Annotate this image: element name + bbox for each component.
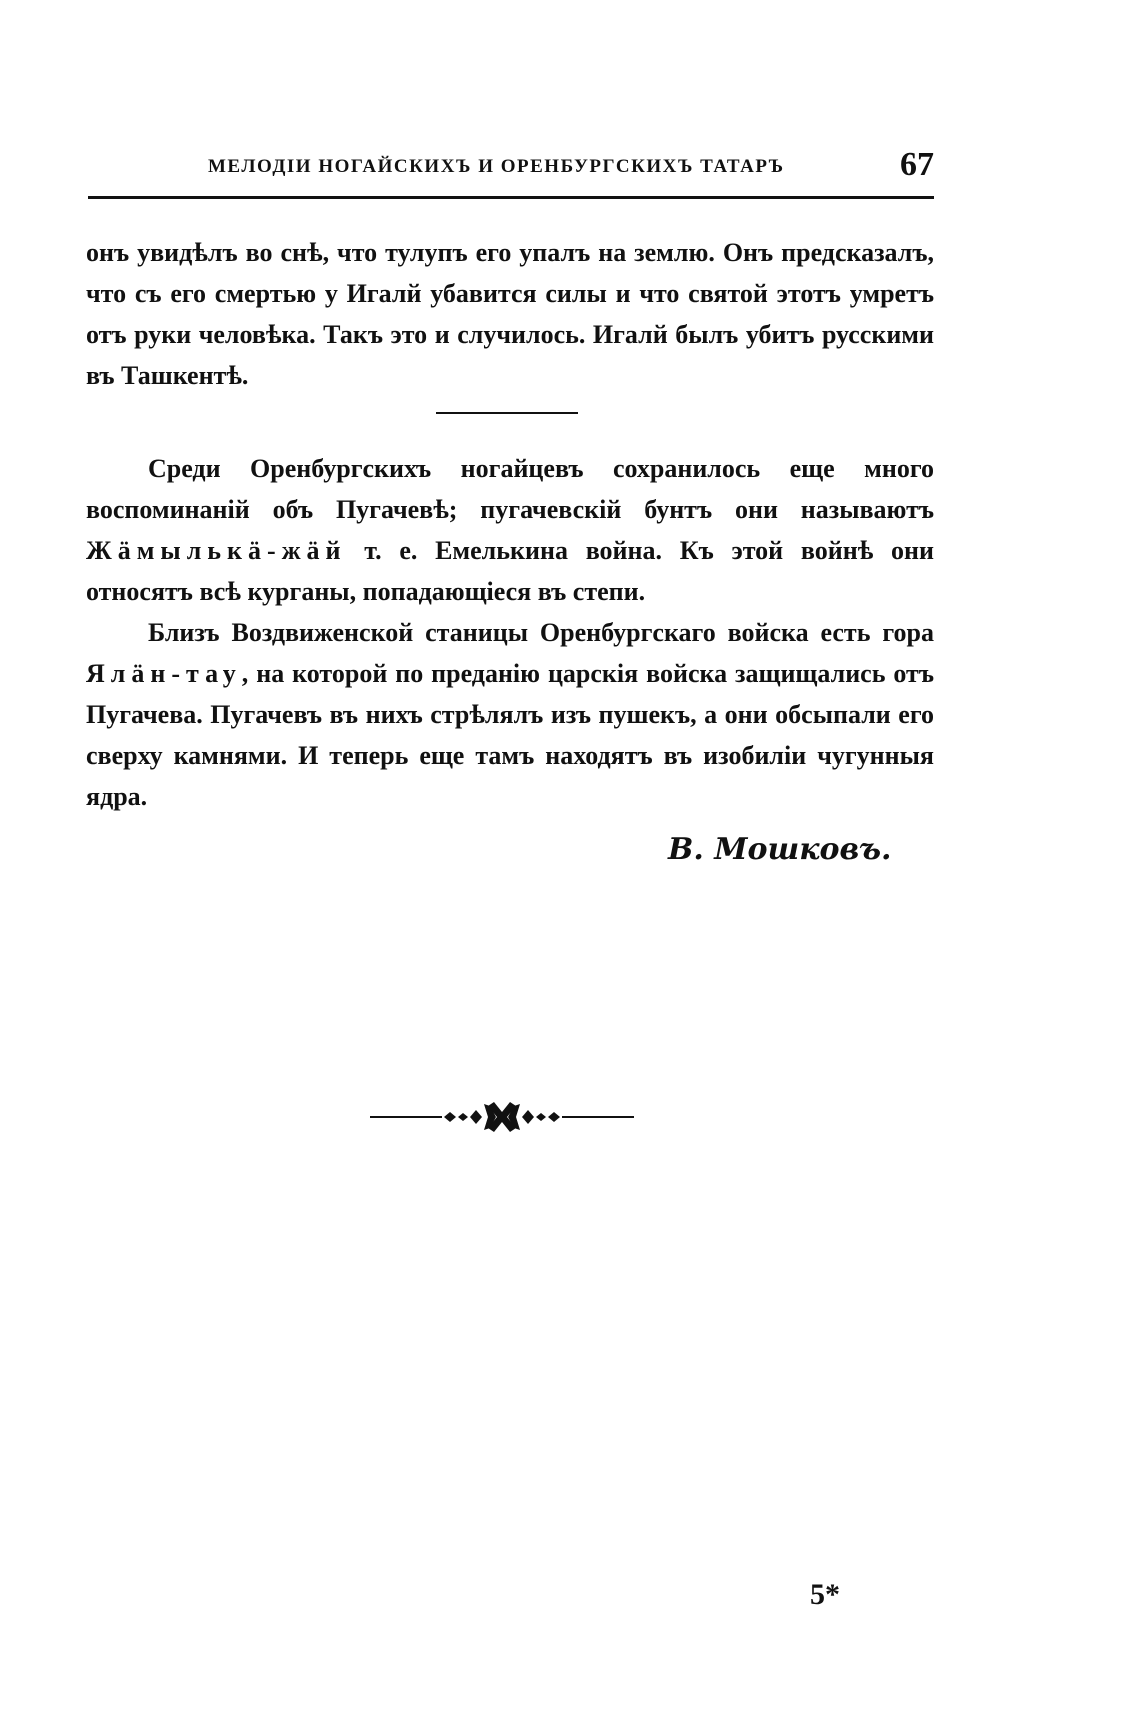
paragraph-1: онъ увидѣлъ во снѣ, что тулупъ его упалъ на землю. Онъ предсказалъ, что съ его смертью у Игалй убавится силы и что святой этотъ умретъ отъ руки человѣка. Такъ это и случилось. Игалй былъ убитъ русскими въ Ташкентѣ.: [86, 238, 934, 390]
ornament-icon: [370, 1092, 634, 1142]
text-block-1: [86, 232, 934, 396]
paragraph-3: [86, 612, 934, 817]
page-number: 67: [900, 146, 934, 183]
signature-mark: 5*: [810, 1578, 840, 1611]
paragraph-2-text: Среди Оренбургскихъ ногайцевъ сохранилось еще много воспоминаній объ Пугачевѣ; пугачевскій бунтъ они называютъ: [86, 454, 934, 524]
text-block-2: [86, 448, 934, 817]
author-signature: В. Мошковъ.: [668, 832, 892, 867]
spaced-term-yalan-tau: Ялӓн-тау: [86, 659, 242, 688]
running-title: МЕЛОДІИ НОГАЙСКИХЪ И ОРЕНБУРГСКИХЪ ТАТАРЪ: [208, 156, 785, 177]
paragraph-3-text: Близъ Воздвиженской станицы Оренбургскаго войска есть гора: [148, 618, 934, 647]
paragraph-2: [86, 448, 934, 612]
spaced-term-jamylka: Жӓмылькӓ-жӓй: [86, 536, 347, 565]
header-rule: [88, 196, 934, 199]
paragraph-2-rest: т. е. Емелькина война. Къ этой войнѣ они относятъ всѣ курганы, попадающіеся въ степи.: [86, 536, 934, 606]
running-head: [88, 146, 934, 192]
section-separator: [436, 412, 578, 414]
paragraph-3-rest: , на которой по преданію царскія войска защищались отъ Пугачева. Пугачевъ въ нихъ стрѣлялъ изъ пушекъ, а они обсыпали его сверху камнями. И теперь еще тамъ находятъ въ изобиліи чугунныя ядра.: [86, 659, 934, 811]
